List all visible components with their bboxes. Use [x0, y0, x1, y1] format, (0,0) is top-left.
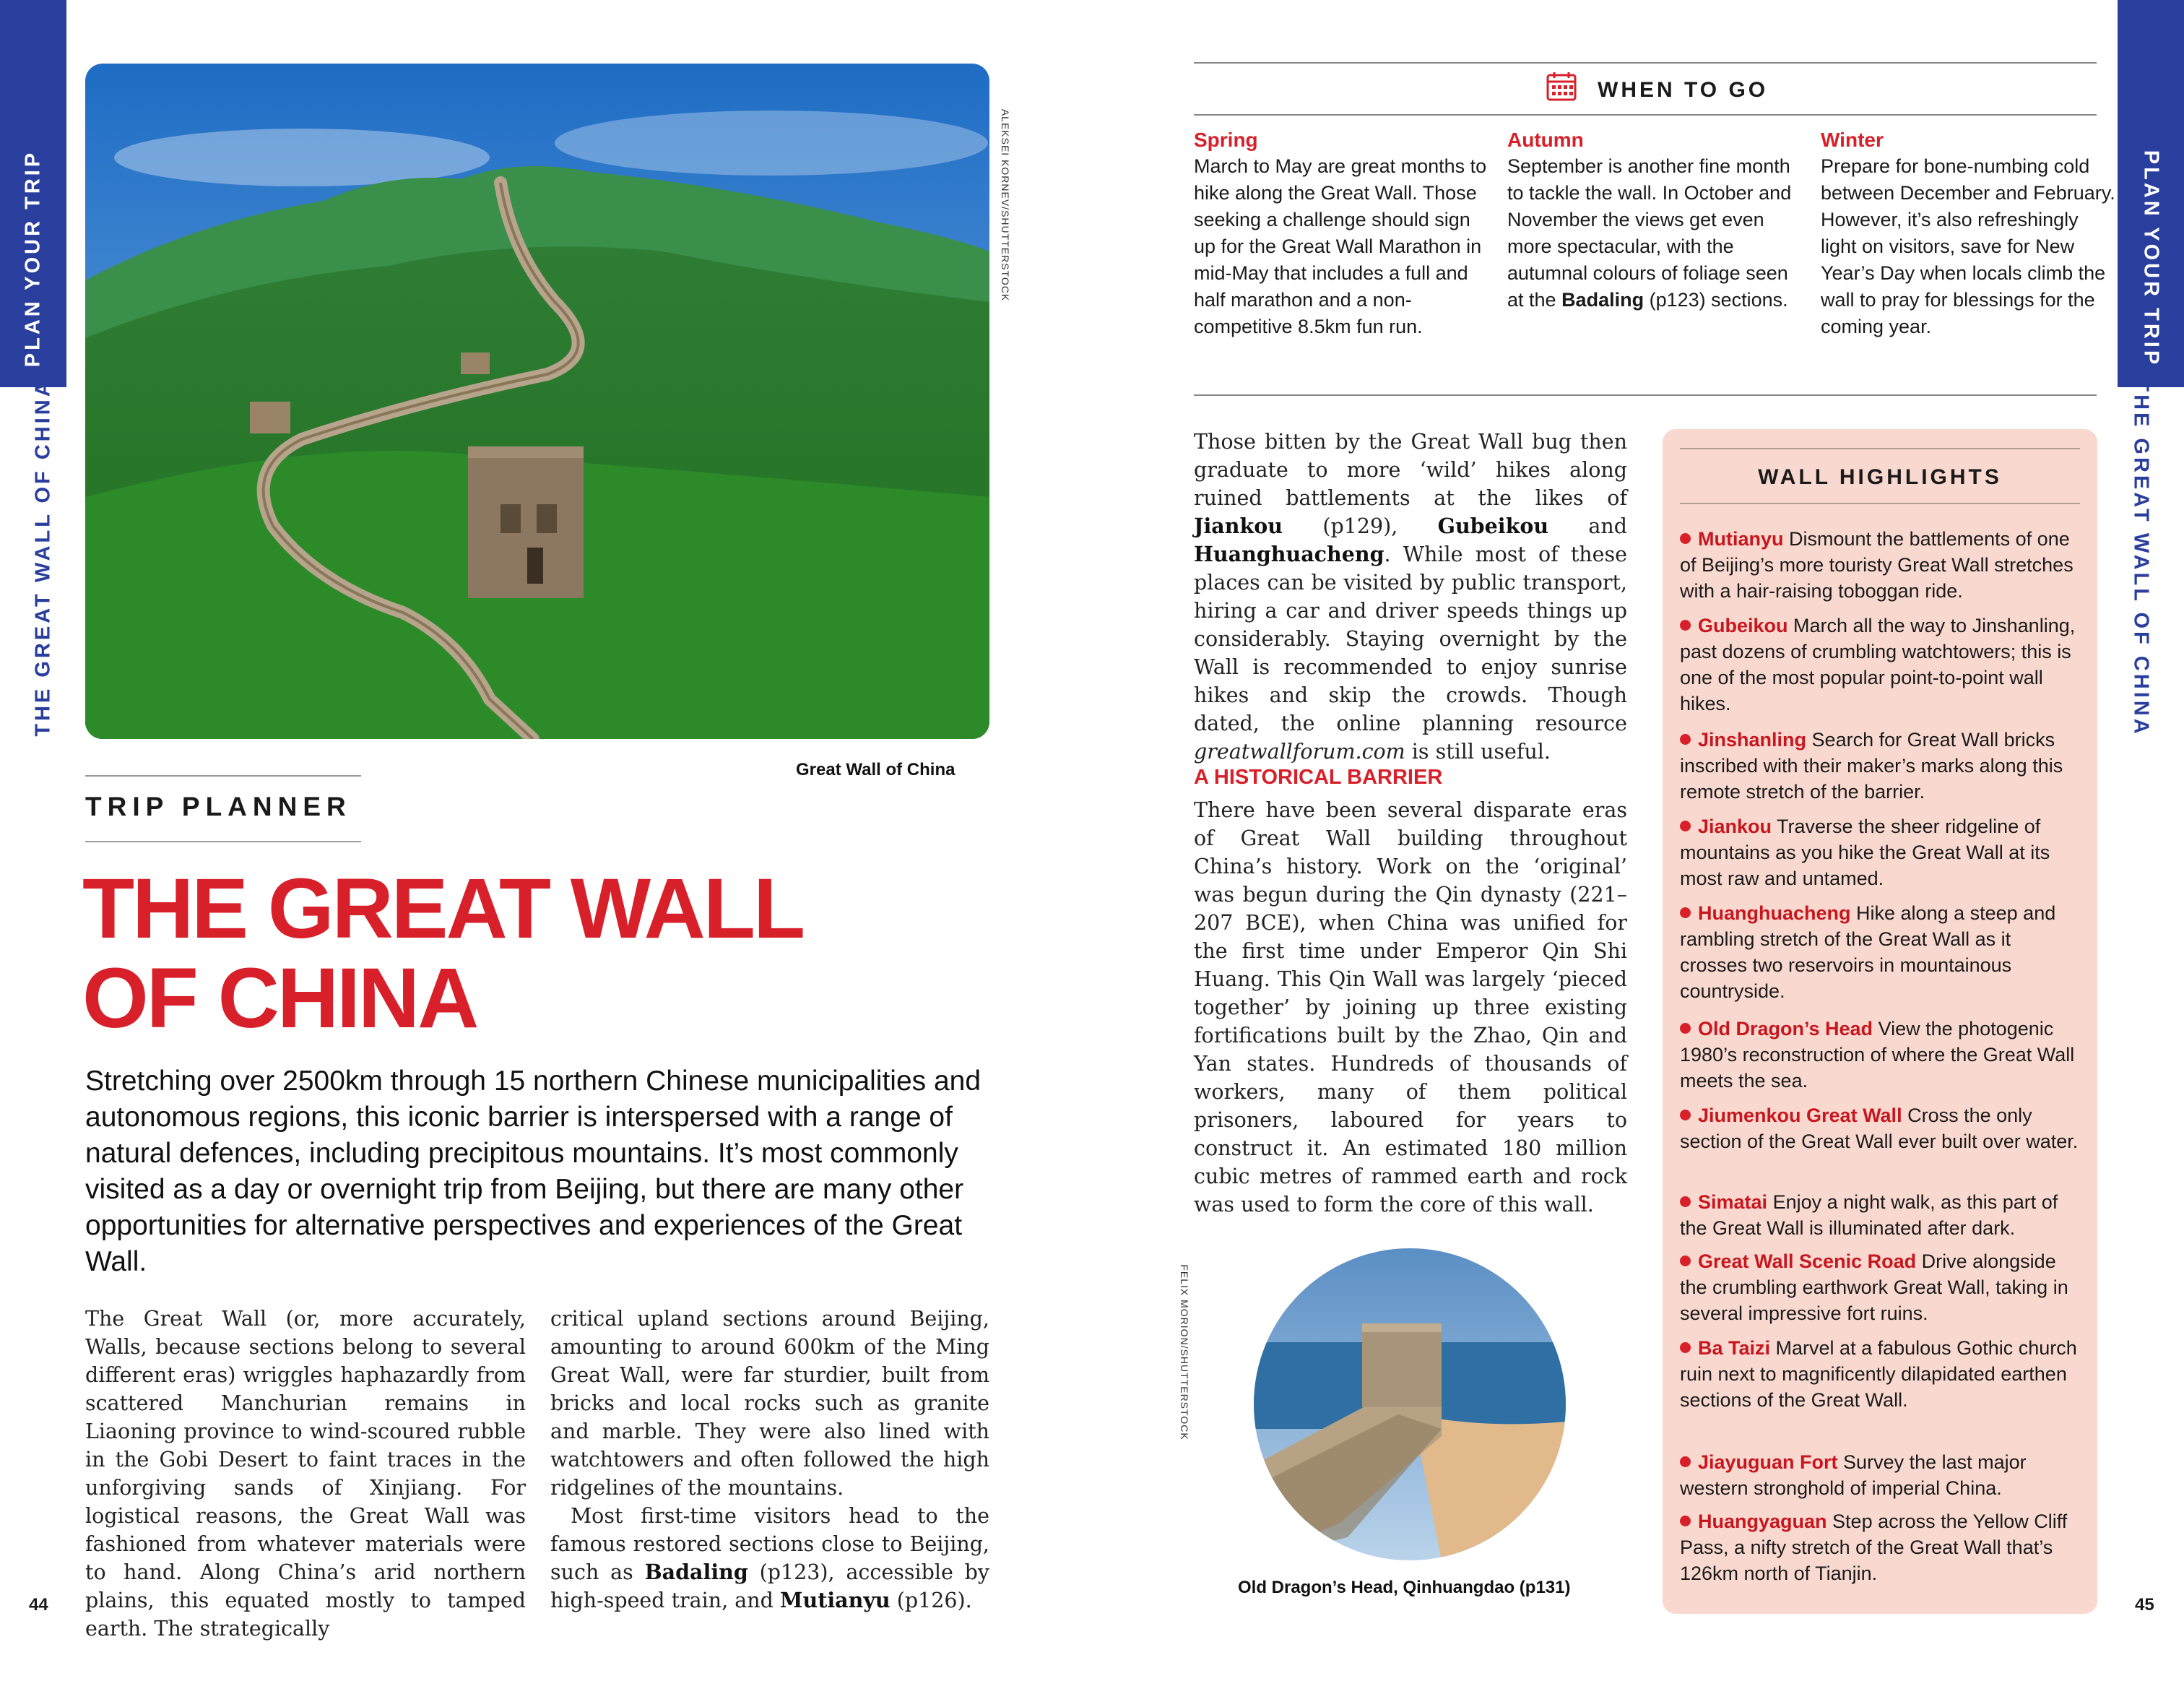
page-title	[82, 861, 804, 1046]
highlights-rule-top	[1680, 448, 2080, 449]
highlight-name: Mutianyu	[1698, 528, 1784, 550]
text-run: (p129),	[1282, 514, 1438, 538]
page-number-right: 45	[2135, 1595, 2154, 1615]
bold-gubeikou: Gubeikou	[1437, 514, 1549, 538]
highlight-name: Great Wall Scenic Road	[1698, 1250, 1917, 1272]
highlight-name: Old Dragon’s Head	[1698, 1018, 1873, 1040]
hero-photo-caption: Great Wall of China	[796, 760, 956, 779]
highlight-item	[1680, 613, 2081, 717]
bullet-icon	[1680, 1196, 1691, 1207]
kicker-trip-planner: TRIP PLANNER	[85, 792, 352, 821]
right-section-label: THE GREAT WALL OF CHINA	[2129, 379, 2153, 737]
highlight-name: Huanghuacheng	[1698, 902, 1851, 924]
highlight-text: Marvel at a fabulous Gothic church ruin next to magnificently dilapidated earthen sections of the Great Wall.	[1680, 1337, 2077, 1411]
bullet-icon	[1680, 620, 1691, 631]
highlight-text: Hike along a steep and rambling stretch of the Great Wall as it crosses two reservoirs in mountainous countryside.	[1680, 902, 2056, 1002]
season-name: Winter	[1821, 129, 1884, 151]
highlight-text: Cross the only section of the Great Wall ever built over water.	[1680, 1105, 2079, 1152]
season-text: Prepare for bone-numbing cold between December and February. However, it’s also refreshingly light on visitors, save for New Year’s Day when locals climb the wall to pray for blessings for the coming year.	[1821, 155, 2115, 337]
season-text: March to May are great months to hike along the Great Wall. Those seeking a challenge should sign up for the Great Wall Marathon in mid-May that includes a full and half marathon and a non-competitive 8.5km fun run.	[1194, 155, 1487, 337]
season-name: Spring	[1194, 129, 1258, 151]
highlight-name: Jiankou	[1698, 816, 1772, 837]
highlight-name: Simatai	[1698, 1191, 1768, 1213]
right-side-tab	[2118, 0, 2184, 1681]
highlight-item	[1680, 1508, 2081, 1586]
body-paragraph-wild-hikes	[1194, 428, 1627, 766]
great-wall-photo	[85, 64, 989, 739]
text-run: (p126).	[890, 1589, 972, 1612]
highlight-item	[1680, 1335, 2081, 1413]
highlight-item	[1680, 900, 2081, 1004]
body-column-1: The Great Wall (or, more accurately, Walls, because sections belong to several different eras) wriggles haphazardly from scattered Manchurian remains in Liaoning province to wind-scoured rubble in the Gobi Desert to faint traces in the unforgiving sands of Xinjiang. For logistical reasons, the Great Wall was fashioned from whatever materials were to hand. Along China’s arid northern plains, this equated mostly to tamped earth. The strategically	[85, 1307, 526, 1641]
highlight-item	[1680, 813, 2081, 891]
highlight-item	[1680, 1016, 2081, 1094]
highlight-name: Huangyaguan	[1698, 1511, 1827, 1532]
highlight-name: Ba Taizi	[1698, 1337, 1771, 1359]
when-to-go-rule-bottom	[1194, 394, 2097, 396]
title-line-2: OF CHINA	[82, 951, 477, 1046]
website-link[interactable]: greatwallforum.com	[1194, 740, 1405, 764]
when-to-go-rule-top	[1194, 62, 2097, 64]
highlight-text: Step across the Yellow Cliff Pass, a nifty stretch of the Great Wall that’s 126km north of Tianjin.	[1680, 1511, 2068, 1584]
highlight-name: Jiumenkou Great Wall	[1698, 1105, 1902, 1126]
highlight-item	[1680, 727, 2081, 805]
col2-paragraph-2	[550, 1502, 989, 1615]
left-side-tab	[0, 0, 66, 1681]
highlight-name: Gubeikou	[1698, 615, 1788, 636]
left-section-label: THE GREAT WALL OF CHINA	[31, 379, 55, 737]
highlights-rule-bottom	[1680, 503, 2080, 504]
bullet-icon	[1680, 1256, 1691, 1266]
wall-highlights-box	[1663, 429, 2097, 1614]
page-number-left: 44	[29, 1595, 48, 1615]
bullet-icon	[1680, 1342, 1691, 1353]
bullet-icon	[1680, 907, 1691, 918]
left-side-tab-label: PLAN YOUR TRIP	[21, 150, 45, 368]
photo-credit-circle: FELIX MORION/SHUTTERSTOCK	[1179, 1264, 1190, 1440]
bullet-icon	[1680, 734, 1691, 745]
right-side-tab-label: PLAN YOUR TRIP	[2139, 150, 2163, 368]
text-run: September is another fine month to tackle the wall. In October and November the views get even more spectacular, with the autumnal colours of foliage seen at the	[1507, 155, 1792, 311]
bullet-icon	[1680, 1516, 1691, 1526]
highlight-item	[1680, 526, 2081, 604]
bullet-icon	[1680, 1110, 1691, 1120]
text-run: is still useful.	[1405, 740, 1551, 764]
kicker-rule-bottom	[85, 841, 361, 842]
highlight-name: Jinshanling	[1698, 729, 1807, 751]
text-run: . While most of these places can be visited by public transport, hiring a car and driver speeds things up considerably. Staying overnight by the Wall is recommended to enjoy sunrise hikes and skip the crowds. Though dated, the online planning resource	[1194, 543, 1627, 735]
bullet-icon	[1680, 821, 1691, 831]
highlight-item	[1680, 1248, 2081, 1326]
highlight-item	[1680, 1449, 2081, 1501]
text-run: (p123) sections.	[1644, 289, 1788, 311]
season-text	[1507, 153, 1803, 314]
highlight-name: Jiayuguan Fort	[1698, 1451, 1838, 1473]
highlight-text: Dismount the battlements of one of Beijing’s more touristy Great Wall stretches with a hair-raising toboggan ride.	[1680, 528, 2074, 602]
bold-huanghuacheng: Huanghuacheng	[1194, 542, 1384, 566]
text-run: and	[1548, 514, 1627, 538]
highlight-item	[1680, 1189, 2081, 1241]
highlight-item	[1680, 1102, 2081, 1154]
highlight-text: Drive alongside the crumbling earthwork Great Wall, taking in several impressive fort ruins.	[1680, 1250, 2068, 1324]
text-run: Most first-time visitors head to the famous restored sections close to Beijing, such as	[550, 1504, 989, 1584]
bold-mutianyu: Mutianyu	[779, 1588, 890, 1612]
highlight-text: Survey the last major western stronghold of imperial China.	[1680, 1451, 2027, 1499]
intro-paragraph: Stretching over 2500km through 15 northern Chinese municipalities and autonomous regions, this iconic barrier is interspersed with a range of natural defences, including precipitous mountains. It’s most commonly visited as a day or overnight trip from Beijing, but there are many other opportunities for alternative perspectives and experiences of the Great Wall.	[85, 1066, 982, 1277]
bold-badaling: Badaling	[644, 1560, 748, 1584]
bullet-icon	[1680, 1023, 1691, 1034]
highlight-text: View the photogenic 1980’s reconstruction of where the Great Wall meets the sea.	[1680, 1018, 2075, 1092]
when-to-go-rule-mid	[1194, 114, 2097, 116]
subheading-historical-barrier: A HISTORICAL BARRIER	[1194, 766, 1443, 789]
season-autumn	[1507, 129, 1803, 314]
season-spring	[1194, 129, 1490, 340]
title-line-1: THE GREAT WALL	[82, 861, 804, 956]
highlight-text: March all the way to Jinshanling, past dozens of crumbling watchtowers; this is one of the most popular point-to-point wall hikes.	[1680, 615, 2076, 714]
highlight-text: Search for Great Wall bricks inscribed with their maker’s marks along this remote stretch of the barrier.	[1680, 729, 2063, 803]
text-run: (p123), accessible by high-speed train, and	[550, 1560, 989, 1612]
season-winter	[1821, 129, 2117, 340]
kicker-rule-top	[85, 775, 361, 777]
circle-photo-caption: Old Dragon’s Head, Qinhuangdao (p131)	[1238, 1578, 1571, 1597]
bullet-icon	[1680, 1456, 1691, 1467]
season-name: Autumn	[1507, 129, 1584, 151]
text-run: Those bitten by the Great Wall bug then graduate to more ‘wild’ hikes along ruined battlements at the likes of	[1194, 430, 1627, 510]
when-to-go-heading: WHEN TO GO	[1598, 78, 1769, 102]
calendar-icon	[1546, 71, 1577, 103]
highlight-text: Enjoy a night walk, as this part of the Great Wall is illuminated after dark.	[1680, 1191, 2058, 1239]
wall-highlights-heading: WALL HIGHLIGHTS	[1758, 465, 2002, 489]
highlight-text: Traverse the sheer ridgeline of mountains as you hike the Great Wall at its most raw and untamed.	[1680, 816, 2050, 889]
photo-credit-hero: ALEKSEI KORNEV/SHUTTERSTOCK	[1000, 108, 1011, 302]
bold-jiankou: Jiankou	[1194, 514, 1283, 538]
bullet-icon	[1680, 533, 1691, 544]
body-paragraph-history: There have been several disparate eras of Great Wall building throughout China’s history. Work on the ‘original’ was begun during the Qin dynasty (221–207 BCE), when China was unified for the first time under Emperor Qin Shi Huang. This Qin Wall was largely ‘pieced together’ by joining up three existing fortifications built by the Zhao, Qin and Yan states. Hundreds of thousands of workers, many of them political prisoners, laboured for years to construct it. An estimated 180 million cubic metres of rammed earth and rock was used to form the core of this wall.	[1194, 798, 1627, 1217]
bold-badaling: Badaling	[1561, 289, 1644, 311]
old-dragons-head-photo	[1254, 1248, 1566, 1560]
body-column-2	[550, 1305, 989, 1615]
col2-paragraph-1: critical upland sections around Beijing, amounting to around 600km of the Ming Great Wall, were far sturdier, built from bricks and local rocks such as granite and marble. They were also lined with watchtowers and often followed the high ridgelines of the mountains.	[550, 1307, 989, 1500]
